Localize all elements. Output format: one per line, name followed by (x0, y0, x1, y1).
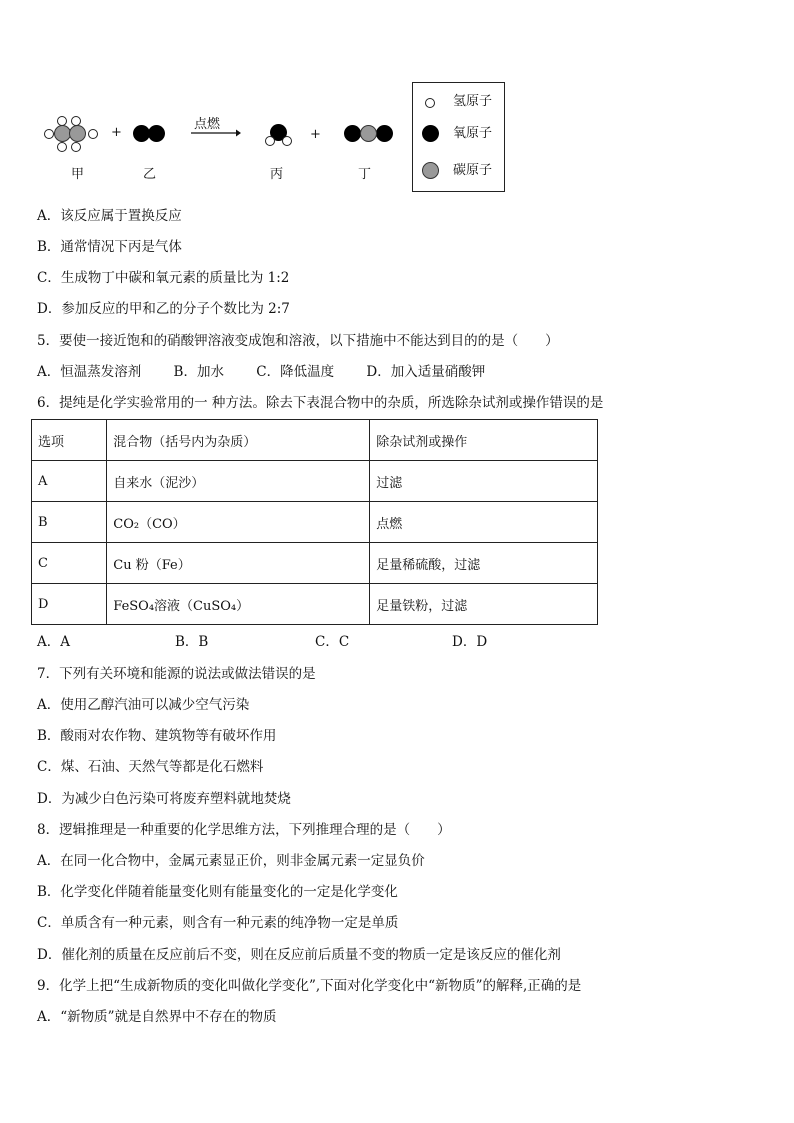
table-cell: 点燃 (370, 502, 598, 543)
oxygen-atom-icon (376, 125, 393, 142)
hydrogen-atom-icon (265, 136, 275, 146)
q5-option-d: D．加入适量硝酸钾 (366, 364, 486, 380)
hydrogen-atom-icon (425, 98, 435, 108)
table-header-cell: 选项 (32, 420, 107, 461)
table-cell: 足量稀硫酸，过滤 (370, 543, 598, 584)
oxygen-atom-icon (148, 125, 165, 142)
legend-oxygen-label: 氧原子 (453, 126, 493, 141)
q8-option-d: D．催化剂的质量在反应前后不变，则在反应前后质量不变的物质一定是该反应的催化剂 (37, 947, 561, 963)
atom-legend (412, 82, 505, 192)
hydrogen-atom-icon (44, 129, 54, 139)
table-row (32, 502, 598, 543)
table-header-cell: 混合物（括号内为杂质） (107, 420, 370, 461)
q5-option-c: C．降低温度 (256, 364, 335, 380)
purification-table (31, 419, 598, 625)
q7-option-d: D．为减少白色污染可将废弃塑料就地焚烧 (37, 791, 291, 807)
reaction-arrow-icon (190, 128, 242, 138)
plus-sign: + (111, 125, 122, 140)
label-ding: 丁 (358, 167, 372, 182)
plus-sign: + (310, 127, 321, 142)
q6-option-d: D．D (452, 634, 488, 650)
table-cell: 足量铁粉，过滤 (370, 584, 598, 625)
table-cell: 过滤 (370, 461, 598, 502)
arrow-label: 点燃 (194, 117, 221, 132)
q5-option-a: A．恒温蒸发溶剂 (37, 364, 142, 380)
table-cell: 自来水（泥沙） (107, 461, 370, 502)
hydrogen-atom-icon (282, 136, 292, 146)
q6-option-a: A．A (37, 634, 70, 650)
table-cell: B (32, 502, 107, 543)
table-cell: D (32, 584, 107, 625)
table-cell: FeSO₄溶液（CuSO₄） (107, 584, 370, 625)
table-row (32, 543, 598, 584)
table-header-row (32, 420, 598, 461)
table-cell: C (32, 543, 107, 584)
q9-option-a: A．“新物质”就是自然界中不存在的物质 (37, 1009, 277, 1025)
label-jia: 甲 (71, 167, 85, 182)
q5-stem: 5．要使一接近饱和的硝酸钾溶液变成饱和溶液，以下措施中不能达到目的的是（ ） (37, 333, 559, 349)
q6-stem: 6．提纯是化学实验常用的一 种方法。除去下表混合物中的杂质，所选除杂试剂或操作错误的是 (37, 395, 604, 411)
label-yi: 乙 (143, 167, 157, 182)
table-row (32, 461, 598, 502)
q4-option-d: D．参加反应的甲和乙的分子个数比为 2:7 (37, 301, 290, 317)
carbon-atom-icon (69, 125, 86, 142)
q5-options (37, 363, 485, 381)
table-header-cell: 除杂试剂或操作 (370, 420, 598, 461)
q6-option-b: B．B (175, 634, 209, 650)
q8-stem: 8．逻辑推理是一种重要的化学思维方法，下列推理合理的是（ ） (37, 822, 451, 838)
q6-options (37, 633, 487, 651)
oxygen-atom-icon (344, 125, 361, 142)
legend-hydrogen-label: 氢原子 (453, 94, 493, 109)
carbon-atom-icon (360, 125, 377, 142)
q6-option-c: C．C (315, 634, 350, 650)
q7-option-b: B．酸雨对农作物、建筑物等有破坏作用 (37, 728, 277, 744)
q7-stem: 7．下列有关环境和能源的说法或做法错误的是 (37, 666, 316, 682)
hydrogen-atom-icon (57, 142, 67, 152)
q5-option-b: B．加水 (173, 364, 224, 380)
table-row (32, 584, 598, 625)
q8-option-c: C．单质含有一种元素，则含有一种元素的纯净物一定是单质 (37, 915, 399, 931)
q7-option-c: C．煤、石油、天然气等都是化石燃料 (37, 759, 264, 775)
hydrogen-atom-icon (88, 129, 98, 139)
label-bing: 丙 (270, 167, 284, 182)
q4-option-a: A．该反应属于置换反应 (37, 208, 182, 224)
q8-option-a: A．在同一化合物中，金属元素显正价，则非金属元素一定显负价 (37, 853, 425, 869)
table-cell: Cu 粉（Fe） (107, 543, 370, 584)
q9-stem: 9．化学上把“生成新物质的变化叫做化学变化”,下面对化学变化中“新物质”的解释,正确的是 (37, 978, 582, 994)
q8-option-b: B．化学变化伴随着能量变化则有能量变化的一定是化学变化 (37, 884, 398, 900)
hydrogen-atom-icon (71, 142, 81, 152)
legend-carbon-label: 碳原子 (453, 163, 493, 178)
table-cell: A (32, 461, 107, 502)
carbon-atom-icon (422, 162, 439, 179)
oxygen-atom-icon (422, 125, 439, 142)
q4-option-c: C．生成物丁中碳和氧元素的质量比为 1:2 (37, 270, 290, 286)
table-cell: CO₂（CO） (107, 502, 370, 543)
q7-option-a: A．使用乙醇汽油可以减少空气污染 (37, 697, 250, 713)
q4-option-b: B．通常情况下丙是气体 (37, 239, 182, 255)
